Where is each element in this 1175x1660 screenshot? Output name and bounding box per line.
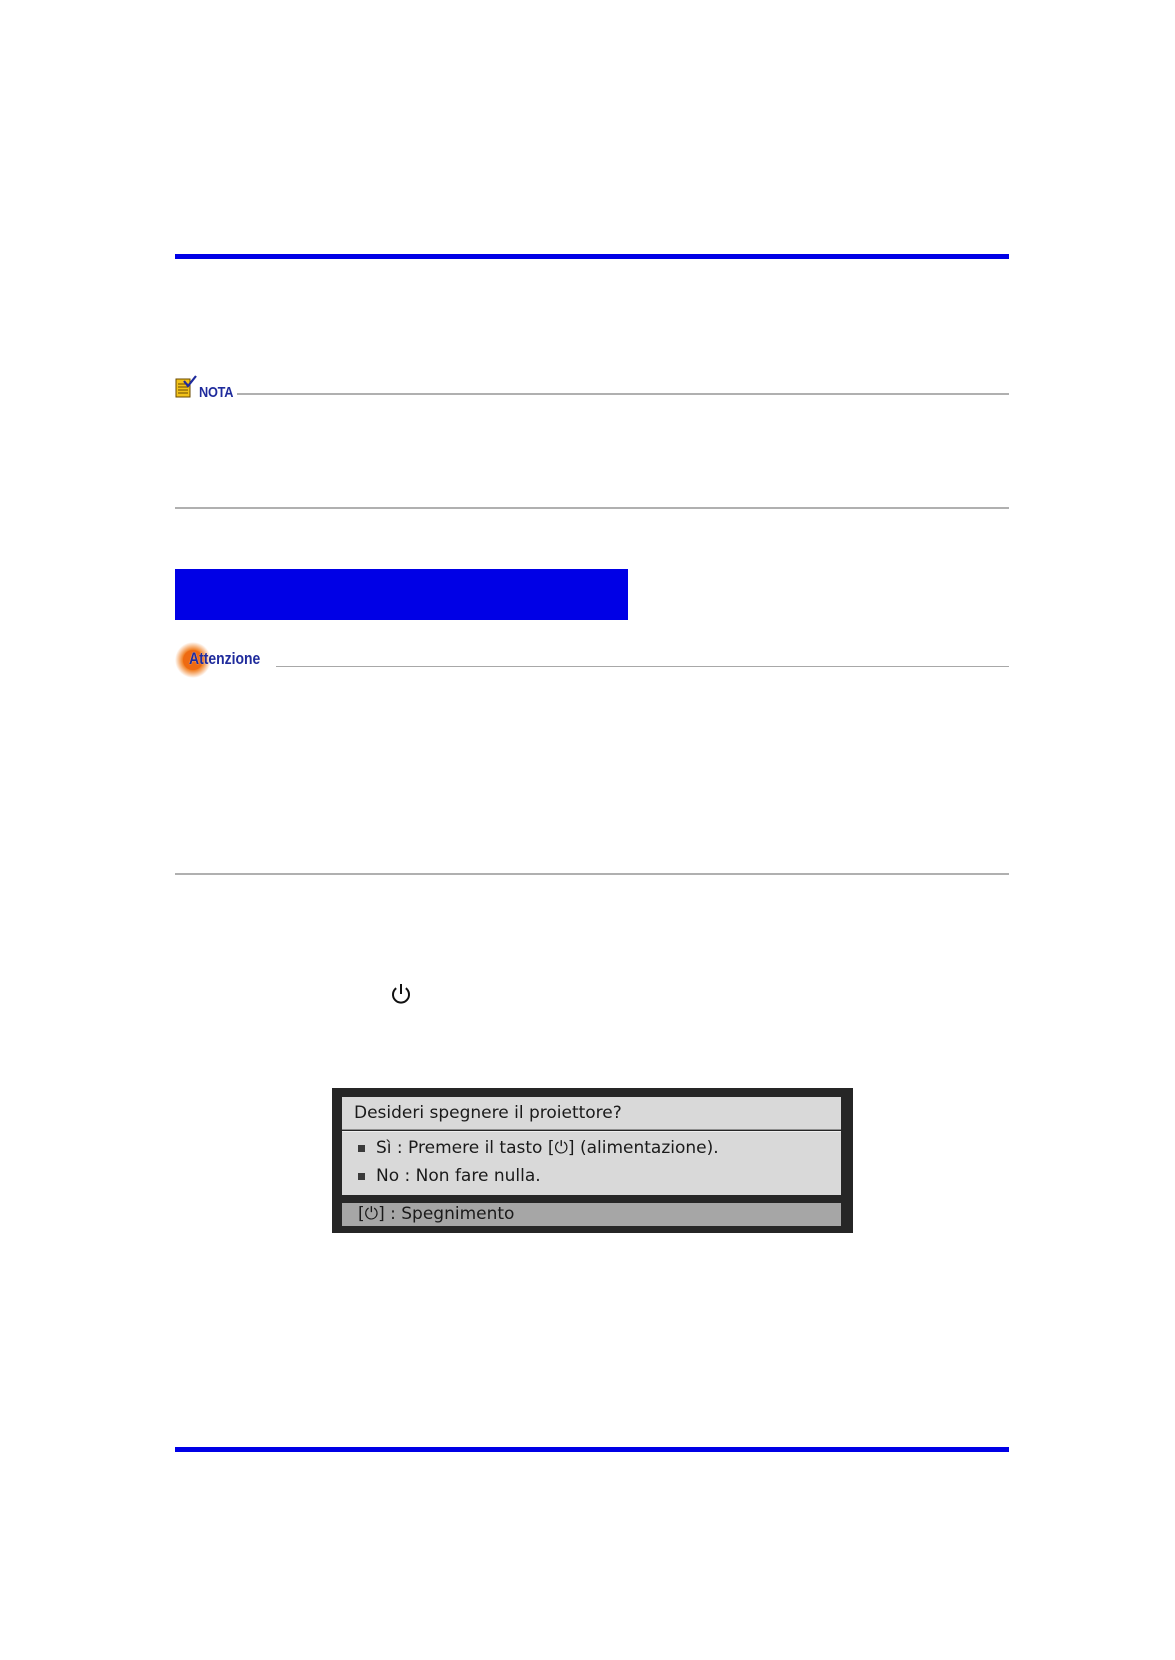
dialog-title: Desideri spegnere il proiettore? xyxy=(342,1097,841,1130)
nota-top-divider xyxy=(237,393,1009,395)
section-title-bar xyxy=(175,569,628,620)
power-off-dialog xyxy=(332,1088,853,1233)
option-yes-text: Sì : Premere il tasto [⏻] (alimentazione). xyxy=(376,1138,719,1158)
bullet-icon xyxy=(358,1173,365,1180)
footer-rule xyxy=(175,1447,1009,1452)
note-pad-check-icon xyxy=(175,375,197,401)
attenzione-label: Attenzione xyxy=(189,649,261,668)
dialog-footer: [⏻] : Spegnimento xyxy=(342,1203,841,1226)
nota-label: NOTA xyxy=(199,384,234,401)
nota-header xyxy=(175,373,239,401)
dialog-options xyxy=(342,1131,841,1195)
bullet-icon xyxy=(358,1145,365,1152)
header-rule xyxy=(175,254,1009,259)
option-no xyxy=(358,1164,541,1188)
option-yes xyxy=(358,1136,719,1160)
attenzione-bottom-divider xyxy=(175,873,1009,875)
option-no-text: No : Non fare nulla. xyxy=(376,1166,541,1186)
power-icon xyxy=(390,982,412,1006)
attenzione-top-divider xyxy=(276,666,1009,667)
nota-bottom-divider xyxy=(175,507,1009,509)
attenzione-header xyxy=(175,641,261,679)
